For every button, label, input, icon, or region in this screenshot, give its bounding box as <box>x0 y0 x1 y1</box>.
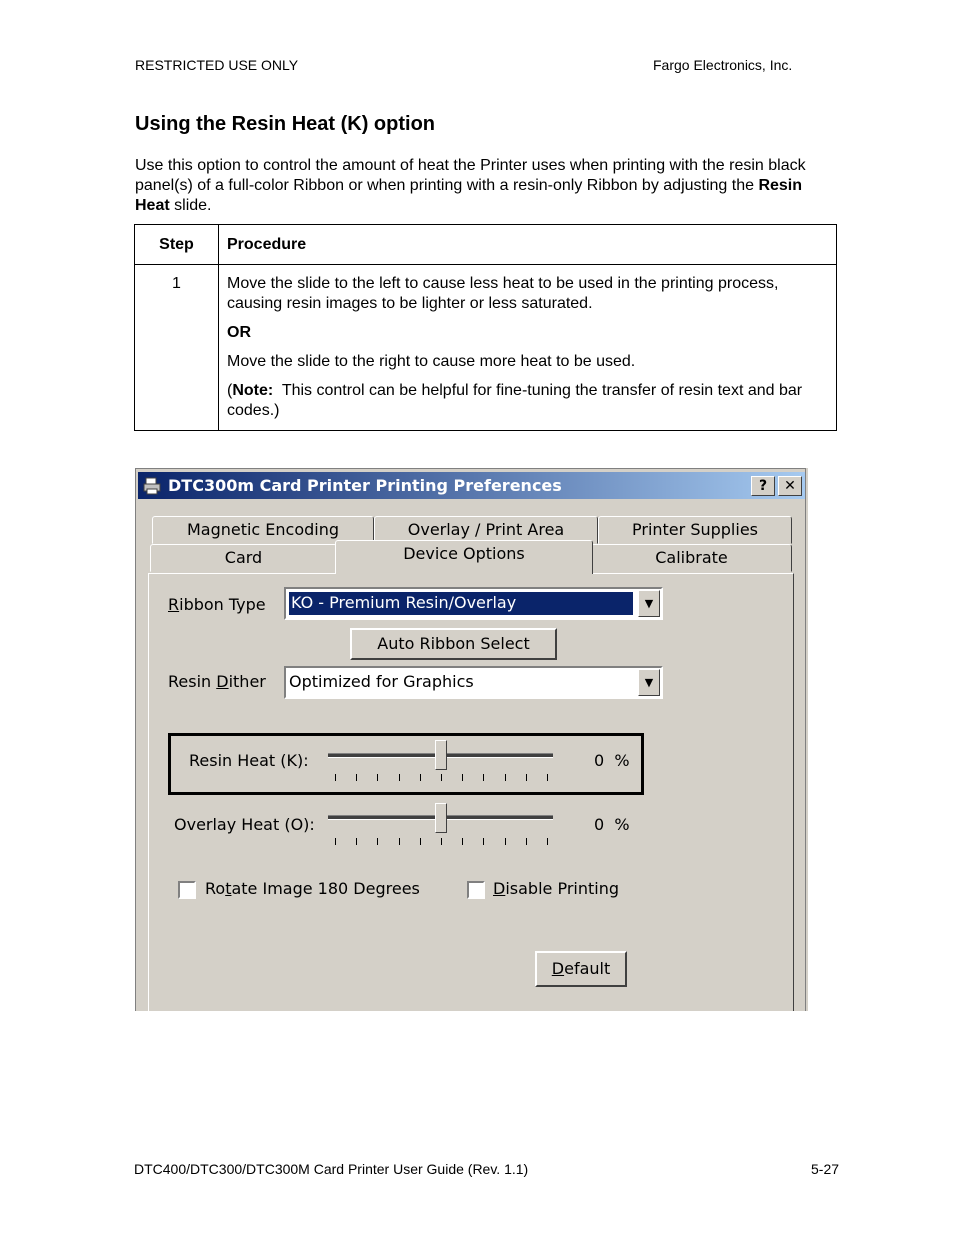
close-button[interactable]: ✕ <box>778 476 802 496</box>
slider-tick <box>377 774 378 781</box>
slider-tick <box>420 838 421 845</box>
resin-dither-label-rest: ither <box>228 672 266 691</box>
slider-tick <box>335 838 336 845</box>
slider-tick <box>356 774 357 781</box>
table-header-row <box>135 225 837 265</box>
note-open: ( <box>227 382 233 399</box>
note-label: Note: <box>232 382 274 399</box>
overlay-heat-label: Overlay Heat (O): <box>174 815 315 834</box>
ribbon-type-select[interactable] <box>284 587 663 620</box>
procedure-header: Procedure <box>219 225 837 265</box>
resin-dither-label <box>168 672 266 691</box>
intro-paragraph <box>135 156 835 216</box>
or-text: OR <box>227 324 251 341</box>
disable-printing-checkbox[interactable] <box>467 881 485 899</box>
rotate-image-label[interactable] <box>205 879 420 898</box>
header-company: Fargo Electronics, Inc. <box>653 57 793 73</box>
ribbon-type-value: KO - Premium Resin/Overlay <box>289 592 633 615</box>
resin-dither-value: Optimized for Graphics <box>289 672 474 691</box>
slider-tick <box>335 774 336 781</box>
slider-tick <box>547 838 548 845</box>
help-button[interactable]: ? <box>751 476 775 496</box>
overlay-heat-value <box>594 815 630 834</box>
disable-label-rest: isable Printing <box>505 879 619 898</box>
rotate-image-checkbox[interactable] <box>178 881 196 899</box>
slider-tick <box>420 774 421 781</box>
footer-guide-title: DTC400/DTC300/DTC300M Card Printer User Guide (Rev. 1.1) <box>134 1161 529 1177</box>
procedure-or <box>227 323 828 343</box>
note-text: This control can be helpful for fine-tuning the transfer of resin text and bar codes.) <box>227 382 807 419</box>
panel-content <box>135 468 808 1011</box>
intro-text-1: Use this option to control the amount of heat the Printer uses when printing with the resin black panel(s) of a full-color Ribbon or when printing with a resin-only Ribbon by adjusting the <box>135 157 806 194</box>
table-row <box>135 265 837 431</box>
resin-heat-number: 0 <box>594 751 605 770</box>
tab-device-options[interactable]: Device Options <box>335 540 593 574</box>
ribbon-type-label <box>168 595 266 614</box>
intro-bold: Resin Heat <box>135 177 803 214</box>
slider-tick <box>526 774 527 781</box>
resin-heat-label: Resin Heat (K): <box>189 751 309 770</box>
tab-calibrate[interactable]: Calibrate <box>591 544 792 572</box>
rotate-label-pre: Ro <box>205 879 226 898</box>
slider-tick <box>526 838 527 845</box>
tab-magnetic-encoding[interactable]: Magnetic Encoding <box>152 516 374 544</box>
slider-tick <box>399 774 400 781</box>
default-button[interactable] <box>535 951 627 987</box>
slider-tick <box>377 838 378 845</box>
ribbon-type-mnemonic: R <box>168 595 180 614</box>
slider-tick <box>462 838 463 845</box>
section-title: Using the Resin Heat (K) option <box>135 113 435 135</box>
procedure-para-2: Move the slide to the right to cause more heat to be used. <box>227 353 636 370</box>
tab-printer-supplies[interactable]: Printer Supplies <box>598 516 792 544</box>
slider-tick <box>441 774 442 781</box>
default-label-rest: efault <box>564 959 611 978</box>
dialog-title: DTC300m Card Printer Printing Preferences <box>168 476 562 495</box>
slider-tick <box>505 838 506 845</box>
disable-printing-label[interactable] <box>493 879 619 898</box>
step-number: 1 <box>135 265 219 431</box>
resin-heat-slider-thumb[interactable] <box>435 740 447 770</box>
resin-dither-select[interactable] <box>284 666 663 699</box>
slider-tick <box>483 838 484 845</box>
procedure-table <box>134 224 837 431</box>
footer-page-number: 5-27 <box>811 1161 840 1177</box>
resin-heat-unit: % <box>614 751 630 770</box>
rotate-mnemonic: t <box>225 879 232 898</box>
resin-dither-label-pre: Resin <box>168 672 217 691</box>
intro-text-2: slide. <box>169 197 212 214</box>
overlay-heat-slider-thumb[interactable] <box>435 803 447 833</box>
slider-tick <box>356 838 357 845</box>
step-header: Step <box>135 225 219 265</box>
tab-card[interactable]: Card <box>150 544 337 572</box>
default-mnemonic: D <box>551 959 565 978</box>
printing-preferences-dialog <box>134 467 808 1011</box>
tab-overlay-print-area[interactable]: Overlay / Print Area <box>374 516 598 544</box>
rotate-label-rest: ate Image 180 Degrees <box>231 879 420 898</box>
procedure-cell <box>219 265 837 431</box>
procedure-para-1: Move the slide to the left to cause less heat to be used in the printing process, causing resin images to be lighter or less saturated. <box>227 275 779 312</box>
auto-ribbon-select-button[interactable]: Auto Ribbon Select <box>350 628 557 660</box>
slider-tick <box>399 838 400 845</box>
slider-tick <box>505 774 506 781</box>
procedure-note <box>227 381 828 421</box>
disable-mnemonic: D <box>493 879 506 898</box>
slider-tick <box>483 774 484 781</box>
ribbon-type-label-text: ibbon Type <box>179 595 266 614</box>
resin-heat-value <box>594 751 630 770</box>
slider-tick <box>441 838 442 845</box>
header-restricted: RESTRICTED USE ONLY <box>135 57 299 73</box>
overlay-heat-unit: % <box>614 815 630 834</box>
resin-dither-mnemonic: D <box>216 672 229 691</box>
slider-tick <box>547 774 548 781</box>
slider-tick <box>462 774 463 781</box>
chevron-down-icon[interactable]: ▼ <box>638 669 660 696</box>
chevron-down-icon[interactable]: ▼ <box>638 590 660 617</box>
overlay-heat-number: 0 <box>594 815 605 834</box>
